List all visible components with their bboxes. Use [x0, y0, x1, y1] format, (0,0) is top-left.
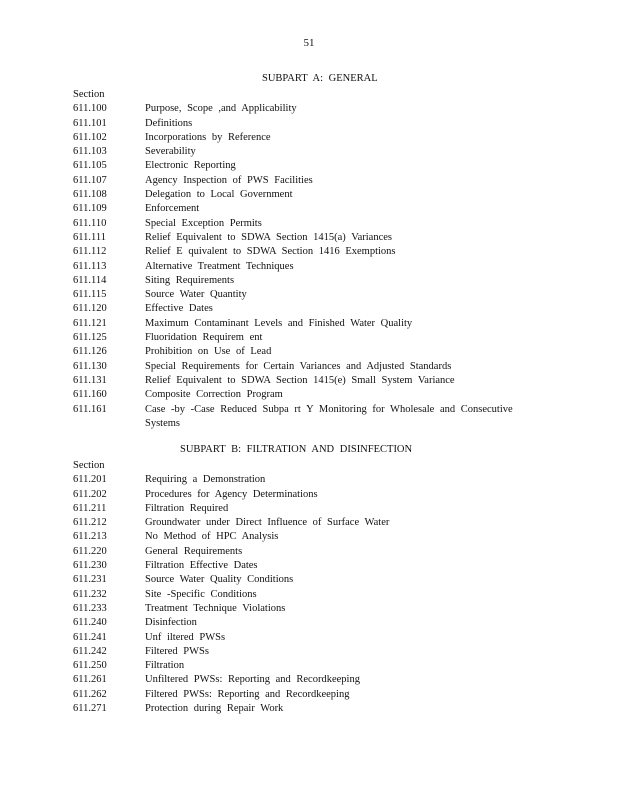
section-row — [73, 573, 543, 587]
section-number: 611.202 — [73, 488, 107, 500]
section-number: 611.242 — [73, 645, 107, 657]
section-title: No Method of HPC Analysis — [145, 531, 279, 543]
section-number: 611.109 — [73, 203, 107, 215]
section-number: 611.232 — [73, 588, 107, 600]
section-number: 611.262 — [73, 688, 107, 700]
section-number: 611.213 — [73, 531, 107, 543]
section-title: Alternative Treatment Techniques — [145, 260, 294, 272]
section-title: Protection during Repair Work — [145, 703, 284, 715]
section-title: Relief Equivalent to SDWA Section 1415(e) Small System Variance — [145, 374, 455, 386]
section-row — [73, 673, 543, 687]
section-row — [73, 645, 543, 659]
section-row — [73, 530, 543, 544]
section-title: Purpose, Scope ,and Applicability — [145, 103, 297, 115]
section-title: Definitions — [145, 117, 193, 129]
section-title: Procedures for Agency Determinations — [145, 488, 318, 500]
section-number: 611.103 — [73, 146, 107, 158]
section-title: Treatment Technique Violations — [145, 602, 286, 614]
section-row — [73, 602, 543, 616]
section-title: Incorporations by Reference — [145, 131, 271, 143]
section-title: Agency Inspection of PWS Facilities — [145, 174, 313, 186]
section-title: Maximum Contaminant Levels and Finished Water Quality — [145, 317, 413, 329]
section-row — [73, 331, 543, 345]
section-number: 611.211 — [73, 502, 107, 514]
section-row — [73, 473, 543, 487]
section-title: General Requirements — [145, 545, 243, 557]
section-title: Filtered PWSs — [145, 645, 209, 657]
section-number: 611.108 — [73, 189, 107, 201]
section-number: 611.161 — [73, 403, 107, 415]
section-row — [73, 288, 543, 302]
section-number: 611.112 — [73, 246, 107, 258]
section-title: Composite Correction Program — [145, 389, 283, 401]
section-title: Site -Specific Conditions — [145, 588, 257, 600]
section-row — [73, 131, 543, 145]
section-title: Prohibition on Use of Lead — [145, 346, 272, 358]
section-number: 611.114 — [73, 274, 107, 286]
section-number: 611.230 — [73, 560, 107, 572]
section-row — [73, 502, 543, 516]
section-row — [73, 388, 543, 402]
subpart-b-section-list — [73, 459, 543, 716]
section-row — [73, 202, 543, 216]
section-row — [73, 317, 543, 331]
section-number: 611.107 — [73, 174, 107, 186]
section-title: Disinfection — [145, 617, 197, 629]
section-row — [73, 559, 543, 573]
subpart-a-title: SUBPART A: GENERAL — [262, 73, 378, 84]
section-row — [73, 631, 543, 645]
section-row — [73, 174, 543, 188]
section-title: Effective Dates — [145, 303, 213, 315]
section-column-header: Section — [73, 89, 105, 100]
section-title: Case -by -Case Reduced Subpa rt Y Monitoring for Wholesale and Consecutive Systems — [145, 403, 513, 429]
section-title: Special Requirements for Certain Variances and Adjusted Standards — [145, 360, 452, 372]
section-row — [73, 159, 543, 173]
section-title: Relief E quivalent to SDWA Section 1416 Exemptions — [145, 246, 396, 258]
section-row — [73, 374, 543, 388]
section-row — [73, 302, 543, 316]
section-row — [73, 145, 543, 159]
section-row — [73, 102, 543, 116]
section-title: Relief Equivalent to SDWA Section 1415(a) Variances — [145, 231, 393, 243]
section-number: 611.220 — [73, 545, 107, 557]
section-title: Unf iltered PWSs — [145, 631, 226, 643]
section-number: 611.131 — [73, 374, 107, 386]
section-title: Filtered PWSs: Reporting and Recordkeeping — [145, 688, 350, 700]
section-row — [73, 188, 543, 202]
section-number: 611.125 — [73, 332, 107, 344]
section-row — [73, 217, 543, 231]
section-row — [73, 516, 543, 530]
section-title: Groundwater under Direct Influence of Surface Water — [145, 517, 390, 529]
section-title: Source Water Quality Conditions — [145, 574, 294, 586]
subpart-a-section-list — [73, 88, 543, 431]
section-column-header: Section — [73, 460, 105, 471]
section-title: Enforcement — [145, 203, 200, 215]
section-number: 611.250 — [73, 660, 107, 672]
subpart-b-title: SUBPART B: FILTRATION AND DISINFECTION — [180, 444, 413, 455]
section-number: 611.201 — [73, 474, 107, 486]
section-number: 611.113 — [73, 260, 107, 272]
section-number: 611.126 — [73, 346, 107, 358]
section-row — [73, 403, 543, 432]
section-title: Special Exception Permits — [145, 217, 262, 229]
page-number: 51 — [303, 37, 315, 49]
section-number: 611.101 — [73, 117, 107, 129]
section-title: Severability — [145, 146, 196, 158]
section-number: 611.261 — [73, 674, 107, 686]
section-row — [73, 274, 543, 288]
section-row — [73, 616, 543, 630]
section-number: 611.241 — [73, 631, 107, 643]
section-title: Filtration Effective Dates — [145, 560, 258, 572]
section-title: Requiring a Demonstration — [145, 474, 266, 486]
section-row — [73, 117, 543, 131]
section-number: 611.100 — [73, 103, 107, 115]
section-number: 611.115 — [73, 289, 107, 301]
section-row — [73, 231, 543, 245]
section-number: 611.231 — [73, 574, 107, 586]
section-title: Filtration — [145, 660, 185, 672]
section-number: 611.160 — [73, 389, 107, 401]
section-title: Unfiltered PWSs: Reporting and Recordkeeping — [145, 674, 360, 686]
section-row — [73, 688, 543, 702]
section-number: 611.130 — [73, 360, 107, 372]
section-number: 611.121 — [73, 317, 107, 329]
section-number: 611.120 — [73, 303, 107, 315]
section-row — [73, 345, 543, 359]
section-title: Siting Requirements — [145, 274, 235, 286]
section-row — [73, 588, 543, 602]
section-row — [73, 545, 543, 559]
section-title: Fluoridation Requirem ent — [145, 332, 263, 344]
section-row — [73, 659, 543, 673]
section-number: 611.102 — [73, 131, 107, 143]
section-number: 611.111 — [73, 231, 106, 243]
section-title: Delegation to Local Government — [145, 189, 293, 201]
section-number: 611.271 — [73, 703, 107, 715]
section-title: Electronic Reporting — [145, 160, 236, 172]
section-row — [73, 245, 543, 259]
section-number: 611.240 — [73, 617, 107, 629]
section-number: 611.212 — [73, 517, 107, 529]
section-row — [73, 360, 543, 374]
section-number: 611.233 — [73, 602, 107, 614]
section-row — [73, 488, 543, 502]
section-row — [73, 702, 543, 716]
section-number: 611.105 — [73, 160, 107, 172]
section-row — [73, 260, 543, 274]
section-title: Filtration Required — [145, 502, 229, 514]
section-title: Source Water Quantity — [145, 289, 247, 301]
section-number: 611.110 — [73, 217, 107, 229]
